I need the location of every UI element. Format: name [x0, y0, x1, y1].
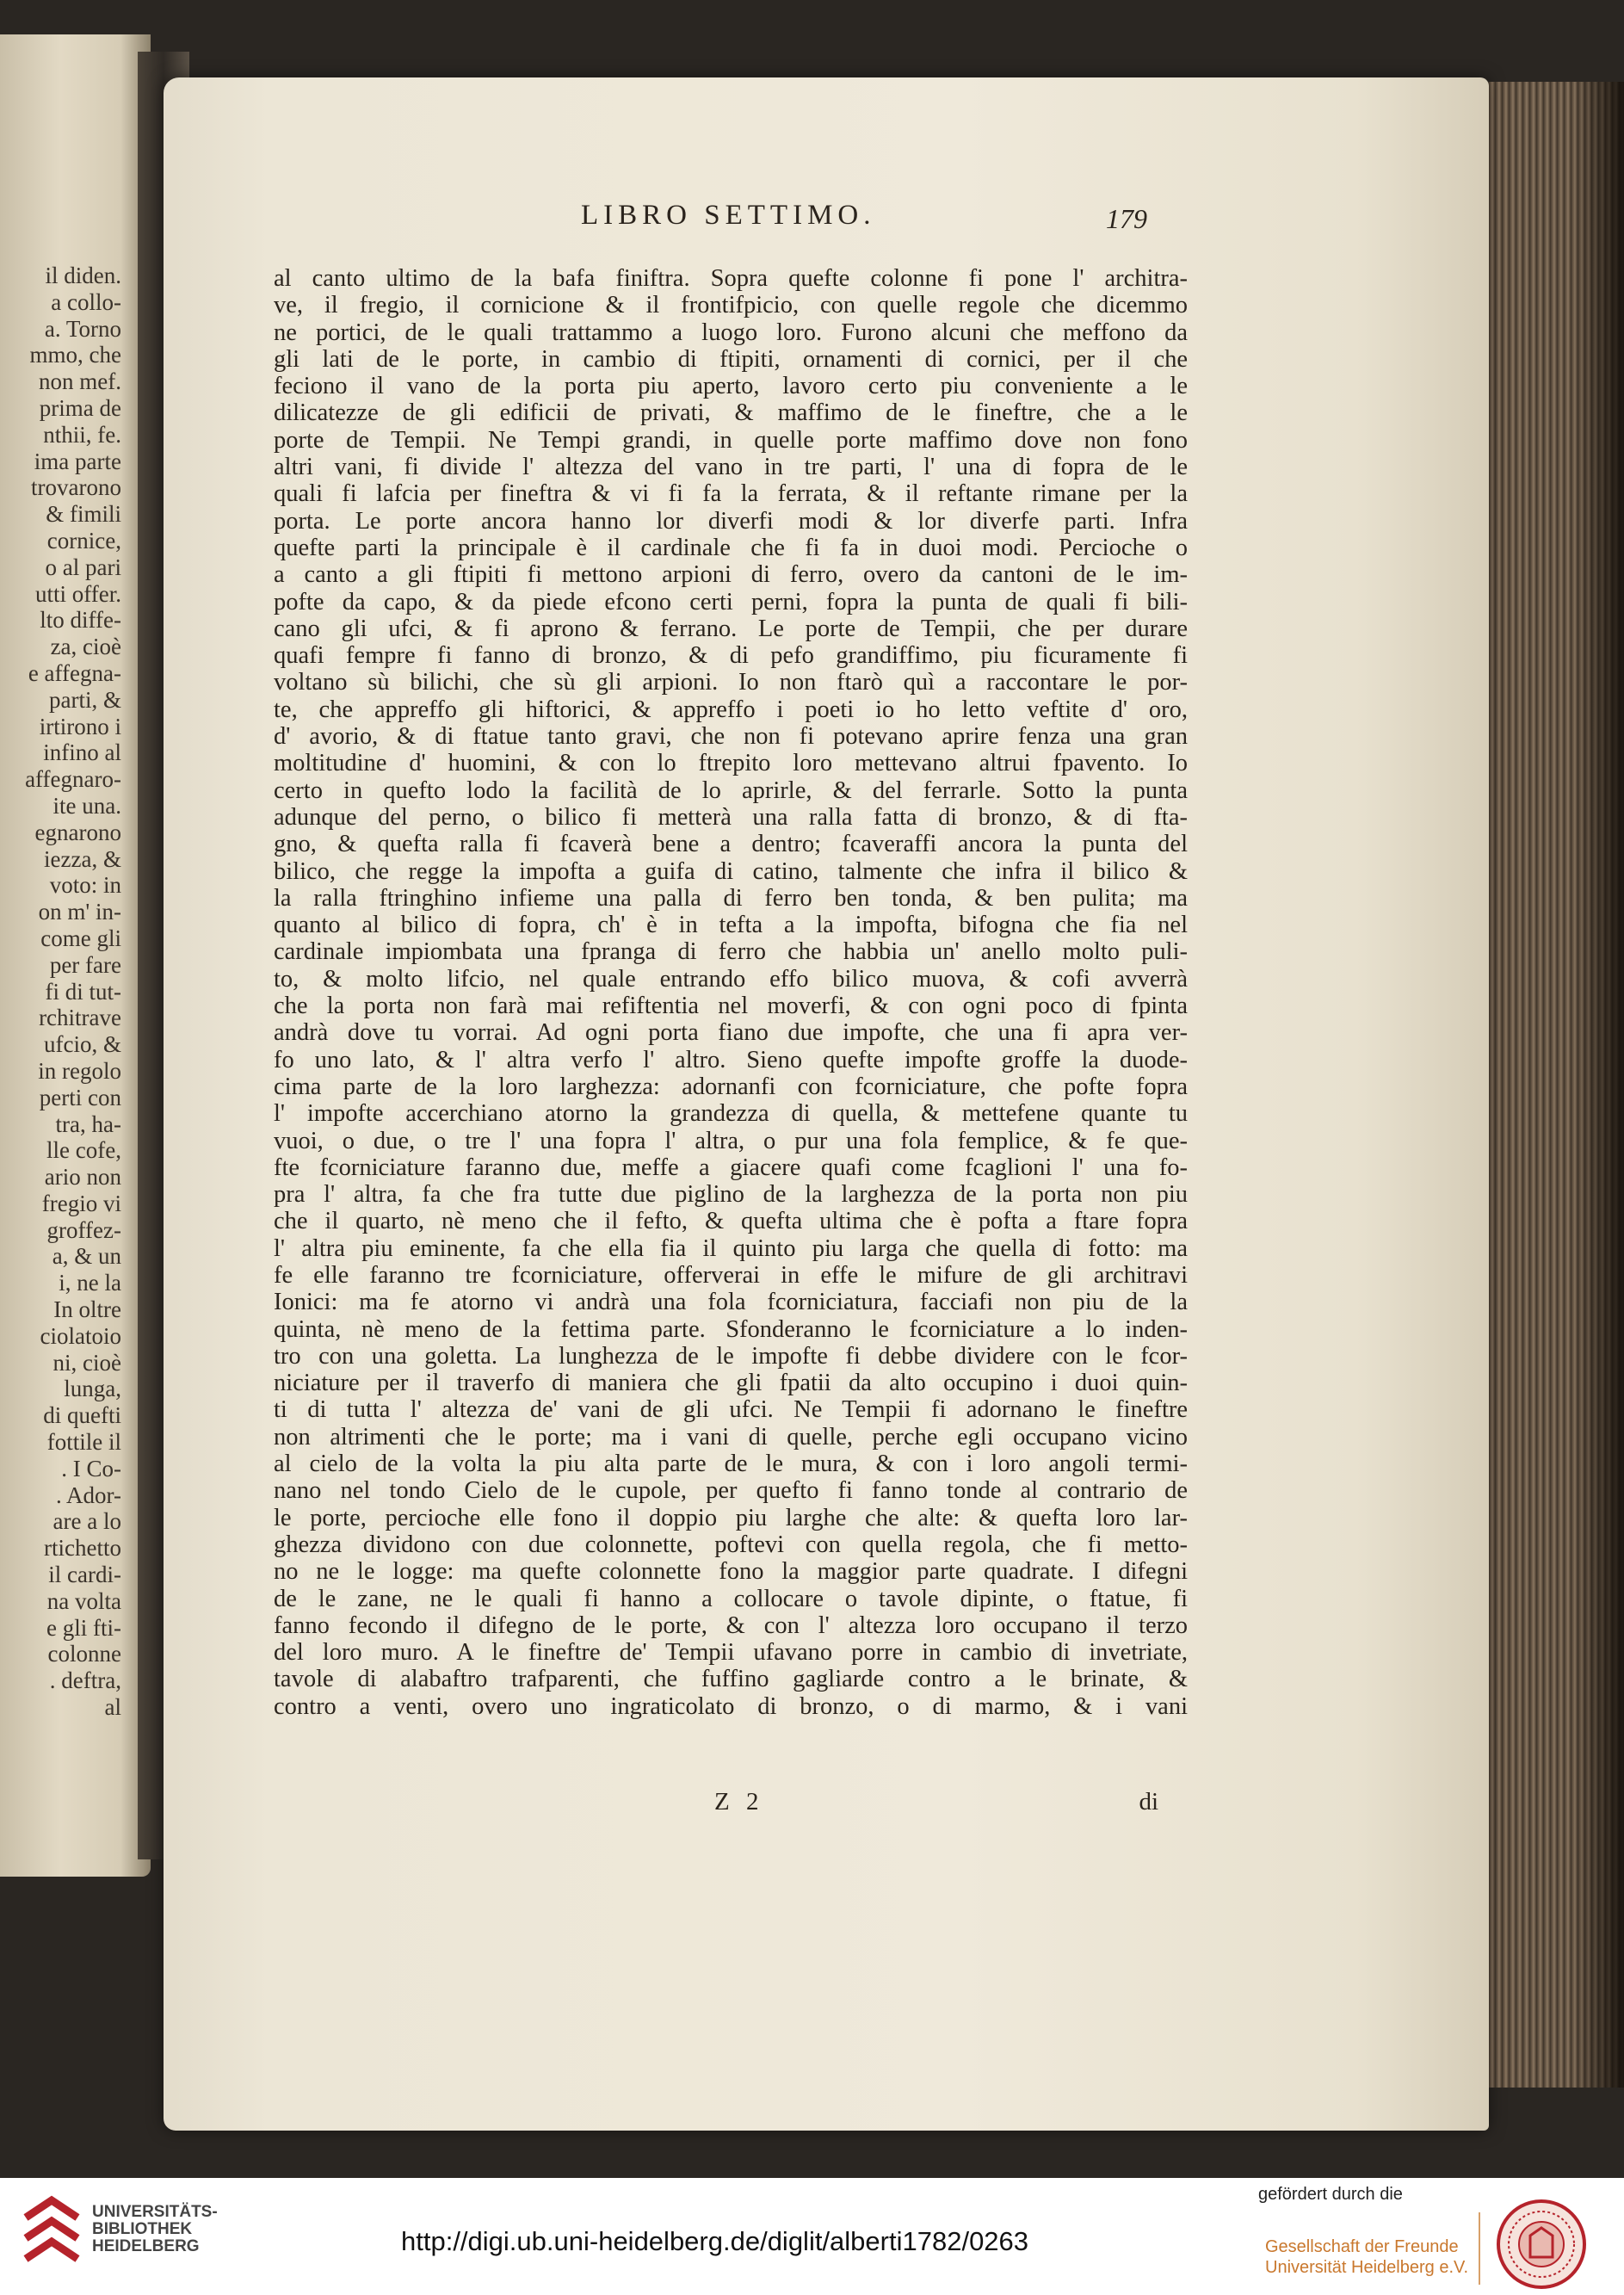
sponsor-name[interactable]: [1265, 2236, 1468, 2278]
text-line: dilicatezze de gli edificii de privati, & maffimo de le fineftre, che a le: [274, 399, 1188, 427]
left-page-line: come gli: [40, 925, 121, 951]
viewer-footer: [0, 2178, 1624, 2295]
left-page-line: i, ne la: [59, 1270, 121, 1296]
left-page-line: In oltre: [53, 1296, 121, 1323]
left-page-line: na volta: [46, 1587, 121, 1614]
left-page-line: . deftra,: [49, 1667, 121, 1694]
left-page-line: nthii, fe.: [43, 421, 121, 448]
text-line: tavole di alabaftro trafparenti, che fuffino gagliarde contro a le brinate, &: [274, 1666, 1188, 1693]
text-line: niciature per il traverfo di maniera che gli fpatii da alto occupino i duoi quin-: [274, 1370, 1188, 1397]
text-line: voltano sù bilichi, che sù gli arpioni. Io non ftarò quì a raccontare le por-: [274, 669, 1188, 696]
text-line: feciono il vano de la porta piu aperto, lavoro certo piu conveniente a le: [274, 373, 1188, 400]
left-page-line: e affegna-: [28, 659, 121, 686]
university-seal-icon: [1494, 2197, 1589, 2292]
text-line: quali fi lafcia per fineftra & vi fi fa la ferrata, & il reftante rimane per la: [274, 480, 1188, 508]
text-line: fo uno lato, & l' altra verfo l' altro. Sieno quefte impofte groffe la duode-: [274, 1046, 1188, 1073]
text-line: andrà dove tu vorrai. Ad ogni porta fiano due impofte, che una fi apra ver-: [274, 1019, 1188, 1047]
text-line: quinta, nè meno de la fettima parte. Sfonderanno le fcorniciature a lo inden-: [274, 1315, 1188, 1343]
text-line: contro a venti, overo uno ingraticolato di bronzo, o di marmo, & i vani: [274, 1692, 1188, 1720]
left-page-line: irtirono i: [39, 713, 121, 739]
left-page-line: al: [104, 1694, 121, 1721]
text-line: fanno fecondo il difegno de le porte, & con l' altezza loro occupano il terzo: [274, 1611, 1188, 1639]
text-line: ghezza dividono con due colonnette, poftevi con quella regola, che fi metto-: [274, 1531, 1188, 1558]
left-page-line: parti, &: [49, 686, 121, 713]
text-line: quanto al bilico di fopra, ch' è in tefta a la impofta, bifogna che fia nel: [274, 912, 1188, 939]
left-page-line: infino al: [43, 739, 121, 766]
left-page-line: ni, cioè: [52, 1349, 121, 1376]
page-number: 179: [1106, 203, 1147, 234]
text-line: cima parte de la loro larghezza: adornanfi con fcorniciature, che pofte fopra: [274, 1073, 1188, 1100]
left-page-line: a, & un: [52, 1243, 121, 1270]
left-page-line: rtichetto: [44, 1535, 121, 1562]
left-page-line: voto: in: [49, 872, 121, 899]
left-page-line: ufcio, &: [44, 1031, 121, 1058]
left-page-line: o al pari: [45, 554, 121, 580]
text-line: che il quarto, nè meno che il fefto, & quefta ultima che è pofta a ftare fopra: [274, 1208, 1188, 1235]
text-line: porta. Le porte ancora hanno lor diverfi modi & lor diverfe parti. Infra: [274, 507, 1188, 535]
left-page-line: fregio vi: [41, 1190, 121, 1216]
text-line: to, & molto lifcio, nel quale entrando effo bilico muova, & cofi avverrà: [274, 965, 1188, 993]
left-page-line: za, cioè: [50, 634, 121, 660]
text-line: altri vani, fi divide l' altezza del vano in tre parti, l' una di fopra de le: [274, 454, 1188, 481]
text-line: fte fcorniciature faranno due, meffe a giacere quafi come fcaglioni l' una fo-: [274, 1154, 1188, 1181]
left-page-line: trovarono: [31, 474, 121, 501]
left-page: [0, 34, 151, 1877]
left-page-text: [0, 263, 151, 1721]
running-title: LIBRO SETTIMO.: [581, 200, 876, 231]
left-page-line: prima de: [39, 394, 121, 421]
text-line: cardinale impiombata una fpranga di ferro che habbia un' anello molto puli-: [274, 938, 1188, 966]
text-line: no ne le logge: ma quefte colonnette fono la maggior parte quadrate. I difegni: [274, 1558, 1188, 1586]
text-line: pra l' altra, fa che fra tutte due piglino de la larghezza de la porta non piu: [274, 1181, 1188, 1209]
left-page-line: are a lo: [52, 1508, 121, 1535]
text-line: del loro muro. A le fineftre de' Tempii ufavano porre in cambio di invetriate,: [274, 1639, 1188, 1667]
text-line: bilico, che regge la impofta a guifa di catino, talmente che infra il bilico &: [274, 857, 1188, 885]
left-page-line: per fare: [49, 951, 121, 978]
left-page-line: groffez-: [46, 1216, 121, 1243]
text-line: gno, & quefta ralla fi fcaverà bene a dentro; fcaveraffi ancora la punta del: [274, 831, 1188, 858]
text-line: moltitudine d' huomini, & con lo ftrepito loro mettevano altrui fpavento. Io: [274, 750, 1188, 777]
left-page-line: . I Co-: [61, 1455, 121, 1482]
left-page-line: lto diffe-: [40, 607, 121, 634]
catchword: di: [1139, 1788, 1158, 1816]
text-line: Ionici: ma fe atorno vi andrà una fola fcorniciatura, facciafi non piu de la: [274, 1289, 1188, 1316]
text-line: al cielo de la volta la piu alta parte de le mura, & con i loro angoli termi-: [274, 1451, 1188, 1478]
footer-divider: [1479, 2212, 1480, 2285]
left-page-line: fottile il: [46, 1429, 121, 1456]
left-page-line: il cardi-: [48, 1562, 121, 1588]
library-name: [92, 2204, 218, 2255]
left-page-line: & fimili: [46, 501, 121, 528]
left-page-line: a collo-: [51, 288, 121, 315]
text-line: d' avorio, & di ftatue tanto gravi, che non fi potevano aprire fenza una gran: [274, 723, 1188, 751]
left-page-line: lle cofe,: [46, 1137, 121, 1164]
left-page-line: egnarono: [34, 819, 121, 845]
left-page-line: il diden.: [45, 263, 121, 288]
left-page-line: cornice,: [46, 527, 121, 554]
left-page-line: on m' in-: [38, 899, 121, 925]
text-line: pofte da capo, & da piede efcono certi perni, fopra la punta de quali fi bili-: [274, 588, 1188, 616]
text-line: gli lati de le porte, in cambio di ftipiti, ornamenti di cornici, per il che: [274, 345, 1188, 373]
page-header: [581, 200, 1183, 251]
left-page-line: a. Torno: [44, 315, 121, 342]
sponsor-label: gefördert durch die: [1258, 2185, 1403, 2204]
left-page-line: ciolatoio: [40, 1322, 121, 1349]
sponsor-name-line: Gesellschaft der Freunde: [1265, 2237, 1459, 2256]
signature-mark: Z 2: [714, 1788, 764, 1816]
left-page-line: affegnaro-: [25, 766, 121, 793]
library-name-line: HEIDELBERG: [92, 2237, 200, 2255]
text-line: ve, il fregio, il cornicione & il frontifpicio, con quelle regole che dicemmo: [274, 292, 1188, 319]
text-line: porte de Tempii. Ne Tempi grandi, in quelle porte maffimo dove non fono: [274, 426, 1188, 454]
text-line: al canto ultimo de la bafa finiftra. Sopra quefte colonne fi pone l' architra-: [274, 265, 1188, 292]
text-line: adunque del perno, o bilico fi metterà una ralla fatta di bronzo, & di fta-: [274, 803, 1188, 831]
text-line: quefte parti la principale è il cardinale che fi fa in duoi modi. Percioche o: [274, 534, 1188, 561]
text-line: vuoi, o due, o tre l' una fopra l' altra, o pur una fola femplice, & fe que-: [274, 1127, 1188, 1154]
text-line: fe elle faranno tre fcorniciature, offerverai in effe le mifure de gli architravi: [274, 1261, 1188, 1289]
left-page-line: tra, ha-: [55, 1110, 121, 1137]
body-text: [274, 265, 1188, 1720]
text-line: de le zane, ne le quali fi hanno a collocare o tavole dipinte, o ftatue, fi: [274, 1585, 1188, 1612]
text-line: cano gli ufci, & fi aprono & ferrano. Le porte de Tempii, che per durare: [274, 615, 1188, 642]
text-line: certo in quefto lodo la facilità de lo aprirle, & del ferrarle. Sotto la punta: [274, 776, 1188, 804]
text-line: che la porta non farà mai refiftentia nel moverfi, & con ogni poco di fpinta: [274, 993, 1188, 1020]
left-page-line: fi di tut-: [45, 978, 121, 1005]
left-page-line: ima parte: [34, 448, 121, 474]
library-name-line: BIBLIOTHEK: [92, 2220, 193, 2238]
text-line: non altrimenti che le porte; ma i vani di quelle, perche egli occupano vicino: [274, 1423, 1188, 1451]
left-page-line: colonne: [47, 1641, 121, 1667]
page-footer: [274, 1788, 1188, 1817]
university-library-logo-icon[interactable]: [17, 2193, 86, 2280]
page-edges: [1467, 82, 1624, 2088]
left-page-line: utti offer.: [35, 580, 121, 607]
left-page-line: . Ador-: [56, 1482, 121, 1508]
left-page-line: in regolo: [38, 1057, 121, 1084]
text-line: la ralla ftringhino infieme una palla di ferro ben tonda, & ben pulita; ma: [274, 884, 1188, 912]
left-page-line: e gli fti-: [46, 1614, 121, 1641]
text-line: quafi fempre fi fanno di bronzo, & di pefo grandiffimo, piu ficuramente fi: [274, 642, 1188, 670]
text-line: le porte, percioche elle fono il doppio piu larghe che alte: & quefta loro lar-: [274, 1504, 1188, 1531]
text-line: ti di tutta l' altezza de' vani de gli ufci. Ne Tempii fi adornano le fineftre: [274, 1396, 1188, 1424]
left-page-line: rchitrave: [39, 1005, 121, 1031]
text-line: l' altra piu eminente, fa che ella fia il quinto piu larga che quella di fotto: ma: [274, 1234, 1188, 1262]
text-line: te, che appreffo gli hiftorici, & appreffo i poeti io ho letto veftite d' oro,: [274, 696, 1188, 723]
left-page-line: lunga,: [64, 1376, 121, 1402]
sponsor-name-line: Universität Heidelberg e.V.: [1265, 2258, 1469, 2277]
left-page-line: di quefti: [43, 1402, 121, 1429]
left-page-line: iezza, &: [44, 845, 121, 872]
permalink-url[interactable]: http://digi.ub.uni-heidelberg.de/diglit/alberti1782/0263: [401, 2226, 1029, 2256]
left-page-line: mmo, che: [29, 342, 121, 368]
text-line: tro con una goletta. La lunghezza de le impofte fi debbe dividere con le fcor-: [274, 1342, 1188, 1370]
text-line: nano nel tondo Cielo de le cupole, per quefto fi fanno tonde al contrario de: [274, 1477, 1188, 1505]
library-name-line: UNIVERSITÄTS-: [92, 2203, 218, 2221]
left-page-line: ario non: [44, 1164, 121, 1191]
left-page-line: ite una.: [52, 792, 121, 819]
text-line: l' impofte accerchiano atorno la grandezza di quella, & mettefene quante tu: [274, 1100, 1188, 1128]
text-line: a canto a gli ftipiti fi mettono arpioni di ferro, overo da cantoni de le im-: [274, 561, 1188, 589]
text-line: ne portici, de le quali trattammo a luogo loro. Furono alcuni che meffono da: [274, 319, 1188, 346]
left-page-line: non mef.: [39, 368, 121, 395]
left-page-line: perti con: [39, 1084, 121, 1110]
